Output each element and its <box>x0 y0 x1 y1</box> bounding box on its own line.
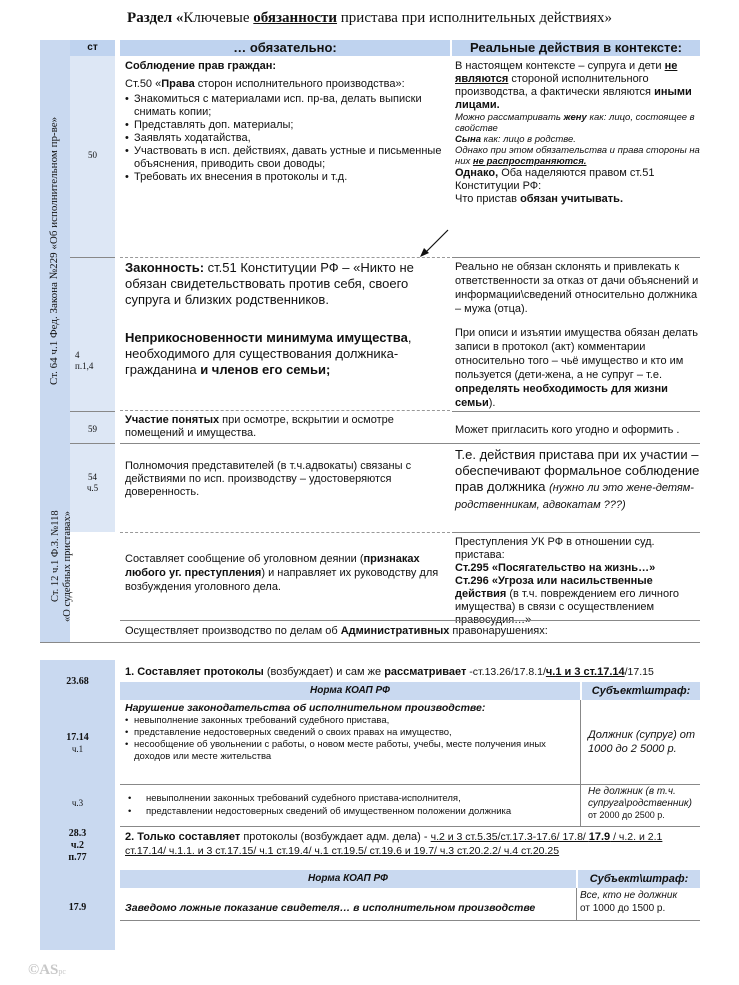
row1-article: 50 <box>88 150 97 160</box>
list-item: • представление недостоверных сведений о своих правах на имущество, <box>125 727 580 739</box>
list-item: • Заявлять ходатайства, <box>125 132 447 145</box>
table2-header-norm: Норма КОАП РФ <box>120 870 576 888</box>
false-testimony: Заведомо ложные показание свидетеля… в исполнительном производстве <box>125 902 536 914</box>
admin-item1: 1. Составляет протоколы (возбуждает) и сам же рассматривает -ст.13.26/17.8.1/ч.1 и 3 ст.17.14/17.15 <box>125 666 654 678</box>
row4-left: Полномочия представителей (в т.ч.адвокаты) связаны с действиями по исп. производству – удостоверяются доверенность. <box>125 460 412 498</box>
row6-admin: Осуществляет производство по делам об Административных правонарушениях: <box>125 625 548 637</box>
list-item: • Представлять доп. материалы; <box>125 119 447 132</box>
row2-article: 4 п.1,4 <box>75 350 94 371</box>
header-st: ст <box>70 40 115 56</box>
list-item: • несообщение об увольнении с работы, о новом месте работы, учебы, месте получения иных доходов или месте жительства <box>125 739 580 763</box>
num-column-upper <box>70 40 115 532</box>
admin-num-3: ч.3 <box>71 798 84 808</box>
admin-num-4: 28.3 ч.2 п.77 <box>68 828 87 863</box>
row1-left-intro: Ст.50 «Права сторон исполнительного производства»: <box>125 78 405 90</box>
fine-2: Не должник (в т.ч. супруга\родственник) от 2000 до 2500 р. <box>588 786 692 820</box>
fine-3: Все, кто не должник от 1000 до 1500 р. <box>580 890 678 914</box>
admin-item2: 2. Только составляет протоколы (возбуждает адм. дела) - ч.2 и 3 ст.5.35/ст.17.3-17.6/ 17.8/ 17.9 / ч.2. и 2.1 ст.17.14/ ч.1.1. и 3 ст.17.15/ ч.1 ст.19.4/ ч.1 ст.19.5/ ст.19.6 и 19.7/ ч.3 ст.20.2.2/ ч.4 ст.20.25 <box>125 831 663 857</box>
table2-header-subject: Субъект\штраф: <box>578 870 700 888</box>
row2-left: Законность: ст.51 Конституции РФ – «Никто не обязан свидетельствовать против себя, своего супруга и близких родственников. Неприкосновенности минимума имущества, необходимого для существования должника-гражданина и членов его семьи; <box>125 260 414 377</box>
watermark: ©ASpc <box>28 962 66 978</box>
row1-left-title: Соблюдение прав граждан: <box>125 60 277 72</box>
row1-left <box>125 60 447 184</box>
side-label-law118-b: «О судебных приставах» <box>62 511 73 622</box>
list-item: • представлении недостоверных сведений об имущественном положении должника <box>128 805 578 818</box>
fine-1: Должник (супруг) от 1000 до 2 5000 р. <box>588 729 696 755</box>
admin-num-2: 17.14 ч.1 <box>66 732 89 754</box>
row4-right: Т.е. действия пристава при их участии – обеспечивают формальное соблюдение прав должника (нужно ли это жене-детям-родственникам, адвокатам ???) <box>455 447 700 511</box>
row3-right: Может пригласить кого угодно и оформить . <box>455 424 680 436</box>
admin-num-5: 17.9 <box>68 902 87 913</box>
row4-article: 54 ч.5 <box>86 472 99 493</box>
header-col2: Реальные действия в контексте: <box>452 40 700 56</box>
side-label-law118-a: Ст. 12 ч.1 Ф.З. №118 <box>50 510 61 602</box>
row2-right: Реально не обязан склонять и привлекать к ответственности за отказ от дачи объяснений и информации\сведений относительно должника – мужа (отца). При описи и изъятии имущества обязан делать записи в протокол (акт) комментарии относительно того – чьё имущество и кто им пользуется (дети-жена, а не супруг – т.е. определять необходимость для жизни семьи). <box>455 261 699 409</box>
arrow-icon <box>418 228 450 258</box>
page-title: Раздел «Ключевые обязанности пристава при исполнительных действиях» <box>127 10 612 26</box>
row3-article: 59 <box>88 424 97 434</box>
header-col1: … обязательно: <box>120 40 450 56</box>
list-item: • Знакомиться с материалами исп. пр-ва, делать выписки снимать копии; <box>125 93 447 119</box>
list-item: • Участвовать в исп. действиях, давать устные и письменные объяснения, приводить свои доводы; <box>125 145 447 171</box>
row3-left: Участие понятых при осмотре, вскрытии и осмотре помещений и имущества. <box>125 414 394 439</box>
list-item: • невыполнение законных требований судебного пристава, <box>125 715 580 727</box>
row1-right: В настоящем контексте – супруга и дети не являются стороной исполнительного производства, а фактически являются иными лицами. Можно рассматривать жену как: лицо, состоящее в свойстве Сына как: лицо в родстве. Однако при этом обязательства и права стороны на них не распространяются. Однако, Оба наделяются правом ст.51 Конституции РФ: Что пристав обязан учитывать. <box>455 60 700 205</box>
admin-num-1: 23.68 <box>66 676 89 687</box>
table1-header-subject: Субъект\штраф: <box>582 682 700 700</box>
side-label-law229: Ст. 64 ч.1 Фед. Закона №229 «Об исполнительном пр-ве» <box>48 116 60 385</box>
violation-block: Нарушение законодательства об исполнительном производстве: • невыполнение законных требований судебного пристава, • представление недостоверных сведений о своих правах на имущество, • несообщение об увольнении с работы, о новом месте работы, учебы, месте получения иных доходов или месте жительства <box>125 702 580 763</box>
list-item: • Требовать их внесения в протоколы и т.д. <box>125 171 447 184</box>
violation2-list <box>128 792 578 818</box>
table1-header-norm: Норма КОАП РФ <box>120 682 580 700</box>
list-item: • невыполнении законных требований судебного пристава-исполнителя, <box>128 792 578 805</box>
row5-right: Преступления УК РФ в отношении суд. пристава: Ст.295 «Посягательство на жизнь…» Ст.296 «Угроза или насильственные действия (в т.ч. повреждением его личного имущества) в связи с осуществлением правосудия…» <box>455 536 679 626</box>
row1-rights-list <box>125 93 447 184</box>
row5-left: Составляет сообщение об уголовном деянии (признаках любого уг. преступления) и направляет их руководству для возбуждения уголовного дела. <box>125 553 439 593</box>
